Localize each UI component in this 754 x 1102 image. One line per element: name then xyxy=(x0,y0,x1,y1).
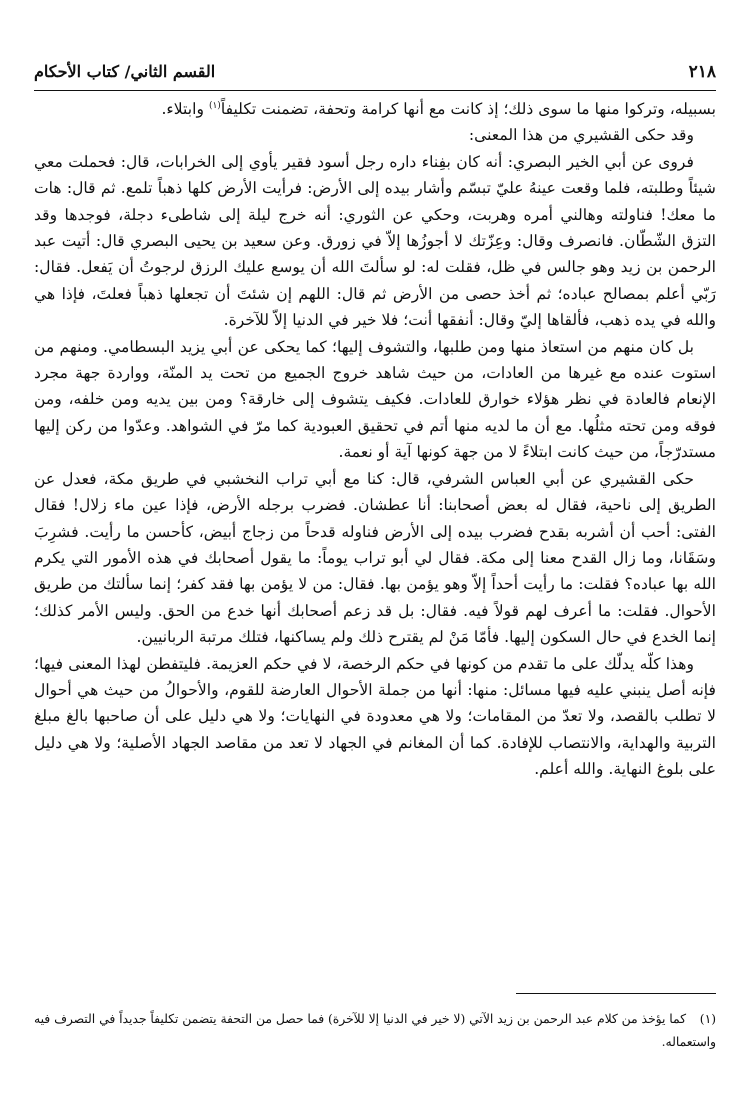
paragraph xyxy=(34,96,716,122)
footnote xyxy=(34,1008,716,1054)
footnote-text: كما يؤخذ من كلام عبد الرحمن بن زيد الآتي (لا خير في الدنيا إلا للآخرة) فما حصل من التحفة يتضمن تكليفاً جديداً في التصرف فيه واستعماله. xyxy=(34,1012,716,1049)
paragraph-text: بسبيله، وتركوا منها ما سوى ذلك؛ إذ كانت مع أنها كرامة وتحفة، تضمنت تكليفاً xyxy=(220,100,716,118)
footnote-marker[interactable]: (١) xyxy=(208,100,221,111)
paragraph: وقد حكى القشيري من هذا المعنى: xyxy=(468,126,694,145)
footnotes xyxy=(34,1008,716,1054)
main-text xyxy=(34,96,716,783)
page-header xyxy=(34,58,716,91)
running-title: القسم الثاني/ كتاب الأحكام xyxy=(34,62,216,81)
paragraph: حكى القشيري عن أبي العباس الشرفي، قال: كنا مع أبي تراب النخشبي في طريق مكة، فعدل عن الطريق إلى ناحية، فقال له بعض أصحابنا: أنا عطشان. فضرب برجله الأرض، فإذا عين ماء زلال! فقال الفتى: أحب أن أشربه بقدح فضرب بيده إلى الأرض فناوله قدحاً من زجاج أبيض، كأحسن ما رأيت. فشرِبَ وسَقَانا، وما زال القدح معنا إلى مكة. فقال لي أبو تراب يوماً: ما يقول أصحابك في هذه الأمور التي يكرم الله بها عباده؟ فقلت: ما رأيت أحداً إلاّ وهو يؤمن بها. فقال: من لا يؤمن بها فقد كفر؛ إنما سألتك من طريق الأحوال. فقلت: ما أعرف لهم قولاً فيه. فقال: بل قد زعم أصحابك أنها خدع من الحق. وليس الأمر كذلك؛ إنما الخدع في حال السكون إليها. فأمّا مَنْ لم يقترح ذلك ولم يساكنها، فتلك مرتبة الربانيين. xyxy=(34,469,716,647)
paragraph-text-continued: وابتلاء. xyxy=(161,100,209,118)
footnote-separator xyxy=(516,993,716,994)
paragraph: بل كان منهم من استعاذ منها ومن طلبها، والتشوف إليها؛ كما يحكى عن أبي يزيد البسطامي. ومنهم من استوت عنده مع غيرها من العادات، من حيث شاهد خروج الجميع من تحت يد المنّة، وواردة جهة مجرد الإنعام فالعادة في نظر هؤلاء خوارق للعادات. فكيف يتشوف إلى خارقة؟ ومن بين يديه ومن خلفه، ومن فوقه ومن تحته مثلُها. مع أن ما لديه منها أتم في تحقيق العبودية كما مرّ في الشواهد. وعدّوا من ركن إليها مستدرّجاً، من حيث كانت ابتلاءً لا من جهة كونها آية أو نعمة. xyxy=(34,337,716,462)
paragraph: فروى عن أبي الخير البصري: أنه كان بفِناء داره رجل أسود فقير يأوي إلى الخرابات، قال: فحملت معي شيئاً وطلبته، فلما وقعت عينهُ عليّ تبسّم وأشار بيده إلى الأرض: فرأيت الأرض كلها ذهباً تلمع. ثم قال: هات ما معك! فناولته وهالني أمره وهربت، وحكي عن الثوري: أنه خرج ليلة إلى شاطىء دجلة، فوجدها وقد التزق الشّطّان. فانصرف وقال: وعِزّتك لا أجوزُها إلاّ في زورق. وعن سعيد بن يحيى البصري قال: أتيت عبد الرحمن بن زيد وهو جالس في ظل، فقلت له: لو سألتَ الله أن يوسع عليك الرزق لرجوتُ أن يَفعل. فقال: رَبّي أعلم بمصالح عباده؛ ثم أخذ حصى من الأرض ثم قال: اللهم إن شئتَ أن تجعلها ذهباً فعلتَ، فإذا هي والله في يده ذهب، فألقاها إليّ وقال: أنفقها أنت؛ فلا خير في الدنيا إلاّ للآخرة. xyxy=(34,152,716,330)
footnote-number: (١) xyxy=(699,1012,716,1026)
paragraph: وهذا كلّه يدلّك على ما تقدم من كونها في حكم الرخصة، لا في حكم العزيمة. فليتفطن لهذا المعنى فيها؛ فإنه أصل ينبني عليه فيها مسائل: منها: أنها من جملة الأحوال العارضة للقوم، والأحوالُ من حيث هي أحوال لا تطلب بالقصد، ولا تعدّ من المقامات؛ ولا هي معدودة في النهايات؛ ولا هي دليل على أن صاحبها بالغ مبلغ التربية والهداية، والانتصاب للإفادة. كما أن المغانم في الجهاد لا تعد من مقاصد الجهاد الأصلية؛ ولا هي دليل على بلوغ النهاية. والله أعلم. xyxy=(34,654,716,779)
page-number: ٢١٨ xyxy=(688,62,716,82)
